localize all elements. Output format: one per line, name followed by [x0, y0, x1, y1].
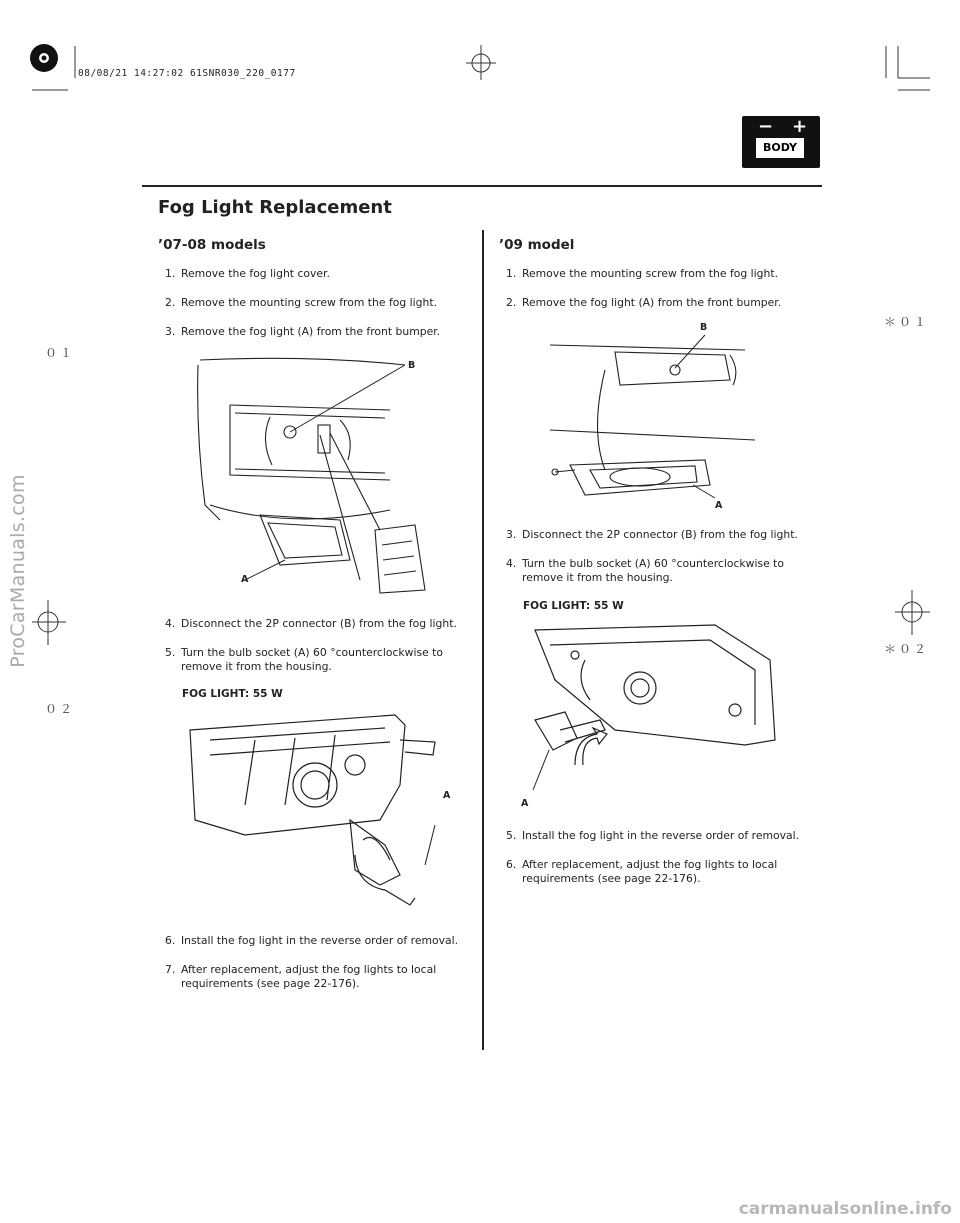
left-steps-1: [165, 267, 465, 339]
badge-label: BODY: [756, 138, 804, 158]
step: 2. Remove the fog light (A) from the front bumper.: [506, 296, 782, 309]
right-steps-3: [506, 829, 806, 886]
callout-a: A: [241, 574, 249, 585]
left-steps-3: [165, 934, 465, 991]
step: 1. Remove the mounting screw from the fog light.: [506, 267, 778, 280]
margin-mark-right-2: ＊０２: [884, 642, 930, 656]
callout-a: A: [521, 798, 529, 809]
body-section-badge: [742, 116, 820, 168]
margin-mark-left-2: ０２: [45, 702, 76, 716]
minus-icon: −: [758, 116, 774, 137]
callout-a: A: [715, 500, 723, 511]
bulb-socket-figure-09: [515, 620, 780, 800]
margin-mark-right-1: ＊０１: [884, 315, 930, 329]
step: 6. Install the fog light in the reverse order of removal.: [165, 934, 459, 947]
bulb-socket-figure-0708: [185, 710, 455, 910]
callout-b: B: [408, 360, 416, 371]
step: 5. Install the fog light in the reverse order of removal.: [506, 829, 800, 842]
sunburst-target-icon: [30, 44, 58, 72]
step: 7. After replacement, adjust the fog lights to local requirements (see page 22-176).: [165, 963, 437, 990]
margin-mark-left-1: ０１: [45, 346, 76, 360]
callout-b: B: [700, 322, 708, 333]
step: 3. Disconnect the 2P connector (B) from the fog light.: [506, 528, 798, 541]
step: 5. Turn the bulb socket (A) 60 °counterclockwise to remove it from the housing.: [165, 646, 444, 673]
column-divider: [482, 230, 484, 1050]
right-steps-1: [506, 267, 806, 310]
fog-light-spec: FOG LIGHT: 55 W: [523, 600, 624, 612]
step: 2. Remove the mounting screw from the fog light.: [165, 296, 437, 309]
plus-icon: +: [792, 116, 808, 137]
left-steps-2: [165, 617, 465, 674]
step: 4. Disconnect the 2P connector (B) from the fog light.: [165, 617, 457, 630]
right-steps-2: [506, 528, 806, 585]
right-heading: ’09 model: [499, 237, 575, 253]
step: 6. After replacement, adjust the fog lights to local requirements (see page 22-176).: [506, 858, 778, 885]
print-stamp: 08/08/21 14:27:02 61SNR030_220_0177: [78, 68, 296, 79]
header-rule: [142, 185, 822, 187]
footer-watermark: carmanualsonline.info: [738, 1199, 952, 1219]
left-heading: ’07-08 models: [158, 237, 266, 253]
step: 3. Remove the fog light (A) from the front bumper.: [165, 325, 441, 338]
side-watermark: ProCarManuals.com: [7, 474, 29, 668]
fog-light-removal-figure-09: [545, 330, 765, 510]
step: 1. Remove the fog light cover.: [165, 267, 330, 280]
fog-light-spec: FOG LIGHT: 55 W: [182, 688, 283, 700]
step: 4. Turn the bulb socket (A) 60 °counterclockwise to remove it from the housing.: [506, 557, 785, 584]
page-title: Fog Light Replacement: [158, 197, 392, 218]
fog-light-removal-figure-0708: [190, 355, 480, 595]
callout-a: A: [443, 790, 451, 801]
